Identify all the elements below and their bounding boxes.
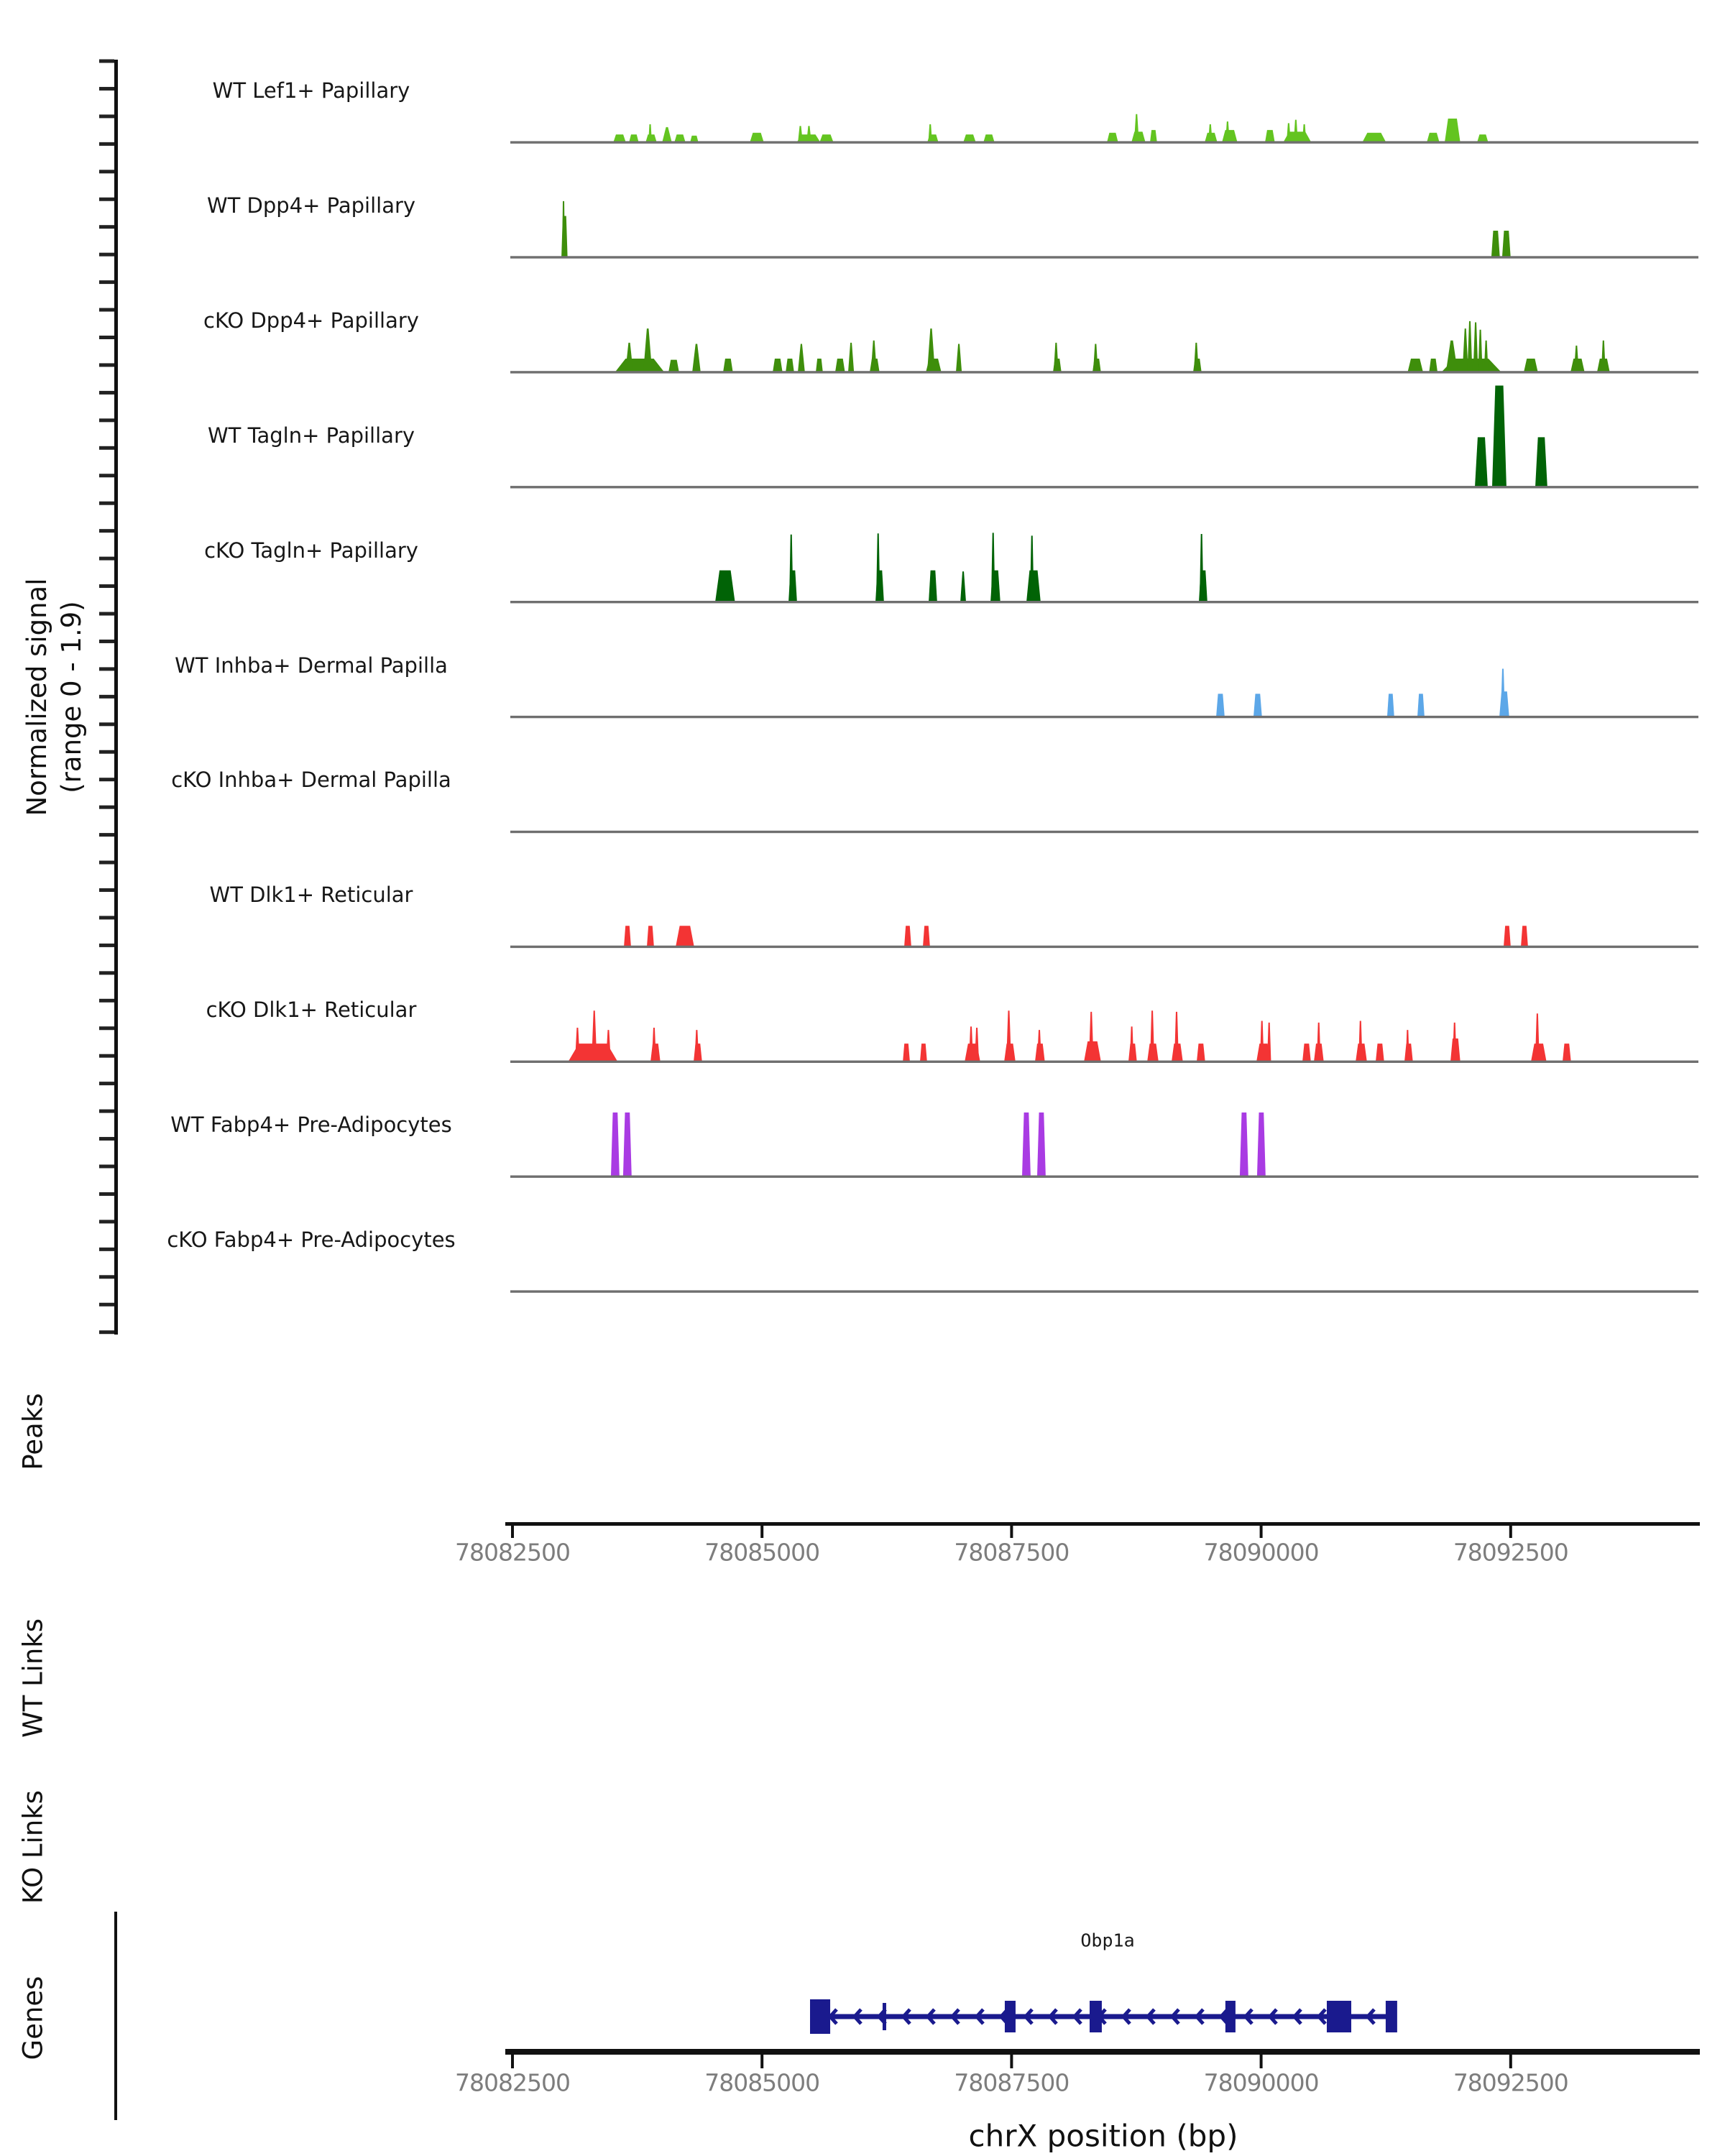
track-peaks-1 bbox=[510, 201, 1698, 259]
track-peaks-6 bbox=[510, 831, 1698, 833]
track-peaks-0 bbox=[510, 114, 1698, 144]
track-baseline-10 bbox=[510, 1290, 1698, 1292]
track-label-3: WT Tagln+ Papillary bbox=[207, 423, 415, 448]
track-baseline-3 bbox=[510, 486, 1698, 488]
track-baseline-8 bbox=[510, 1061, 1698, 1063]
track-label-4: cKO Tagln+ Papillary bbox=[204, 538, 418, 563]
x-tick-label-bottom-2: 78087500 bbox=[954, 2068, 1070, 2097]
y-axis-spine bbox=[99, 60, 118, 1335]
x-tick-label-bottom-1: 78085000 bbox=[704, 2068, 820, 2097]
track-label-6: cKO Inhba+ Dermal Papilla bbox=[171, 768, 451, 793]
x-axis-peaks bbox=[505, 1522, 1700, 1538]
section-label-ko-links: KO Links bbox=[17, 1789, 49, 1904]
track-baseline-4 bbox=[510, 601, 1698, 603]
gene-exon-5 bbox=[1327, 2001, 1351, 2032]
gene-exon-6 bbox=[1386, 2001, 1397, 2032]
x-tick-label-peaks-0: 78082500 bbox=[455, 1538, 570, 1567]
section-label-wt-links: WT Links bbox=[17, 1618, 49, 1738]
track-baseline-2 bbox=[510, 371, 1698, 373]
track-label-10: cKO Fabp4+ Pre-Adipocytes bbox=[167, 1227, 456, 1252]
gene-exon-3 bbox=[1090, 2001, 1102, 2032]
track-baseline-9 bbox=[510, 1176, 1698, 1178]
track-baseline-5 bbox=[510, 716, 1698, 718]
track-peaks-3 bbox=[510, 386, 1698, 489]
track-baseline-1 bbox=[510, 256, 1698, 258]
y-axis-label-line1: Normalized signal bbox=[22, 578, 52, 816]
track-peaks-9 bbox=[510, 1112, 1698, 1178]
x-axis-title: chrX position (bp) bbox=[968, 2118, 1238, 2154]
genes-section-spine bbox=[114, 1912, 117, 2120]
track-label-2: cKO Dpp4+ Papillary bbox=[203, 308, 419, 333]
track-label-0: WT Lef1+ Papillary bbox=[212, 78, 410, 103]
section-label-peaks: Peaks bbox=[17, 1393, 49, 1470]
gene-exon-2 bbox=[1005, 2001, 1016, 2032]
track-label-8: cKO Dlk1+ Reticular bbox=[206, 998, 417, 1023]
x-tick-label-peaks-2: 78087500 bbox=[954, 1538, 1070, 1567]
gene-exon-1 bbox=[883, 2003, 886, 2030]
track-baseline-0 bbox=[510, 141, 1698, 143]
y-axis-label bbox=[20, 578, 89, 816]
x-tick-label-bottom-3: 78090000 bbox=[1203, 2068, 1319, 2097]
gene-exon-0 bbox=[810, 1999, 830, 2034]
x-tick-label-peaks-3: 78090000 bbox=[1203, 1538, 1319, 1567]
track-peaks-4 bbox=[510, 533, 1698, 603]
track-label-7: WT Dlk1+ Reticular bbox=[209, 883, 413, 908]
x-tick-label-bottom-0: 78082500 bbox=[455, 2068, 570, 2097]
track-peaks-10 bbox=[510, 1290, 1698, 1292]
track-peaks-7 bbox=[510, 926, 1698, 948]
track-label-1: WT Dpp4+ Papillary bbox=[206, 193, 416, 218]
gene-exon-4 bbox=[1225, 2001, 1236, 2032]
track-baseline-6 bbox=[510, 831, 1698, 833]
gene-name-label: Obp1a bbox=[1080, 1930, 1135, 1951]
track-peaks-5 bbox=[510, 669, 1698, 719]
track-baseline-7 bbox=[510, 946, 1698, 948]
x-tick-label-bottom-4: 78092500 bbox=[1453, 2068, 1568, 2097]
track-peaks-2 bbox=[510, 321, 1698, 374]
y-axis-label-line2: (range 0 - 1.9) bbox=[56, 601, 87, 793]
track-peaks-8 bbox=[510, 1010, 1698, 1063]
x-tick-label-peaks-1: 78085000 bbox=[704, 1538, 820, 1567]
x-axis-bottom bbox=[505, 2049, 1700, 2068]
section-label-genes: Genes bbox=[17, 1976, 49, 2060]
x-tick-label-peaks-4: 78092500 bbox=[1453, 1538, 1568, 1567]
track-label-5: WT Inhba+ Dermal Papilla bbox=[175, 653, 448, 678]
track-label-9: WT Fabp4+ Pre-Adipocytes bbox=[170, 1112, 452, 1138]
